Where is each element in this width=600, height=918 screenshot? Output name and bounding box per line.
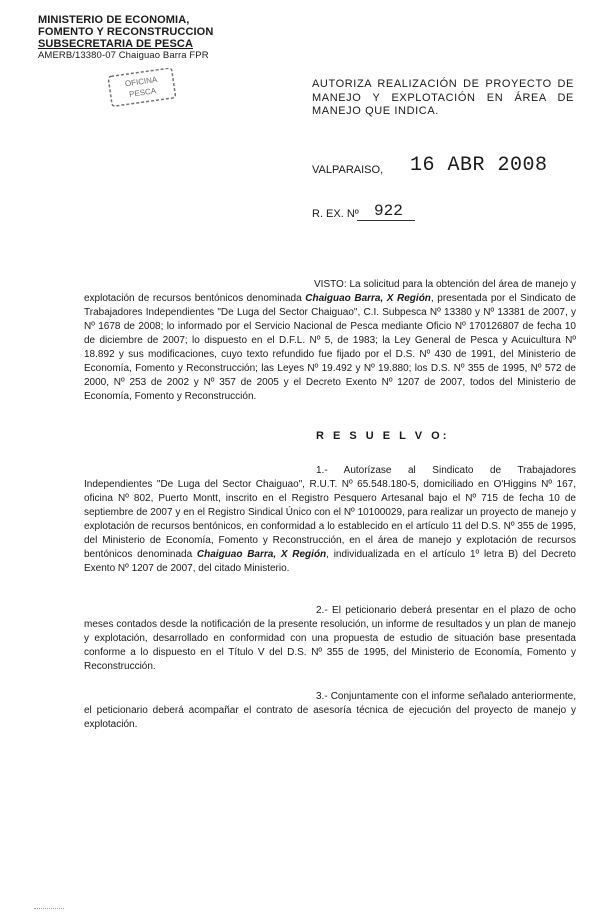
- reference-code: AMERB/13380-07 Chaiguao Barra FPR: [38, 50, 209, 61]
- date-stamp: 16 ABR 2008: [410, 154, 548, 177]
- article-1-lead: 1.- Autorízase al Sindicato de Trabajadores Independientes "De Luga del Sector Chaiguao", R.U.T. Nº 65.548.180-5, domiciliado en O'Higgins Nº 167, oficina Nº 802, Puerto Montt, inscrito en el Registro Pesquero Artesanal bajo el Nº 715 de fecha 10 de septiembre de 2007 y en el Registro Sindical Único con el Nº 10100029, para realizar un proyecto de manejo y explotación de recursos bentónicos, en conformidad a lo establecido en el artículo 11 del D.S. Nº 355 de 1995, del Ministerio de Economía, Fomento y Reconstrucción, en el área de manejo y explotación de recursos bentónicos denominada: [84, 465, 576, 560]
- ministry-line-2: FOMENTO Y RECONSTRUCCION: [38, 26, 214, 38]
- rex-underline: [357, 220, 415, 221]
- resuelvo-heading: R E S U E L V O:: [316, 430, 450, 442]
- visto-paragraph: [84, 278, 576, 404]
- article-3: [84, 690, 576, 732]
- rex-number: 922: [374, 202, 403, 220]
- article-1-area-name: Chaiguao Barra, X Región: [196, 549, 327, 560]
- ministry-line-1: MINISTERIO DE ECONOMIA,: [38, 14, 190, 26]
- office-stamp: [104, 68, 182, 108]
- article-2-text: 2.- El peticionario deberá presentar en el plazo de ocho meses contados desde la notificación de la presente resolución, un informe de resultados y un plan de manejo y explotación, desarrollado en conformidad con una propuesta de estudio de situación base presentada conforme a lo dispuesto en el Título V del D.S. Nº 355 de 1995, del Ministerio de Economía, Fomento y Reconstrucción.: [84, 605, 576, 672]
- ministry-header: [38, 14, 213, 62]
- rex-label: R. EX. Nº: [312, 208, 359, 220]
- visto-lead: VISTO: La solicitud para la obtención del área de manejo y explotación de recursos bentónicos denominada: [84, 279, 576, 304]
- place-label: VALPARAISO,: [312, 164, 384, 176]
- stamp-text-1: OFICINA: [124, 74, 158, 89]
- resolution-title: AUTORIZA REALIZACIÓN DE PROYECTO DE MANEJO Y EXPLOTACIÓN EN ÁREA DE MANEJO QUE INDICA.: [312, 78, 574, 117]
- article-1: [84, 464, 576, 576]
- stamp-text-2: PESCA: [128, 86, 157, 99]
- visto-rest: , presentada por el Sindicato de Trabajadores Independientes "De Luga del Sector Chaiguao", C.I. Subpesca Nº 13380 y Nº 13381 de 2007, y Nº 1678 de 2008; lo informado por el Servicio Nacional de Pesca mediante Oficio Nº 170126807 de fecha 10 de diciembre de 2007; lo dispuesto en el D.F.L. Nº 5, de 1983; la Ley General de Pesca y Acuicultura Nº 18.892 y sus modificaciones, cuyo texto refundido fue fijado por el D.S. Nº 430 de 1991, del Ministerio de Economía, Fomento y Reconstrucción; las Leyes Nº 19.492 y Nº 19.880; los D.S. Nº 355 de 1995, Nº 572 de 2000, Nº 253 de 2002 y Nº 357 de 2005 y el Decreto Exento Nº 1207 de 2007, todos del Ministerio de Economía, Fomento y Reconstrucción.: [84, 293, 576, 402]
- subsecretaria-line: SUBSECRETARIA DE PESCA: [38, 38, 193, 50]
- footer-mark: [34, 908, 64, 909]
- article-3-text: 3.- Conjuntamente con el informe señalado anteriormente, el peticionario deberá acompañar el contrato de asesoría técnica de ejecución del proyecto de manejo y explotación.: [84, 691, 576, 730]
- article-2: [84, 604, 576, 674]
- visto-area-name: Chaiguao Barra, X Región: [305, 293, 431, 304]
- article-1-rest: , individualizada en el artículo 1º letra B) del Decreto Exento Nº 1207 de 2007, del citado Ministerio.: [84, 549, 576, 574]
